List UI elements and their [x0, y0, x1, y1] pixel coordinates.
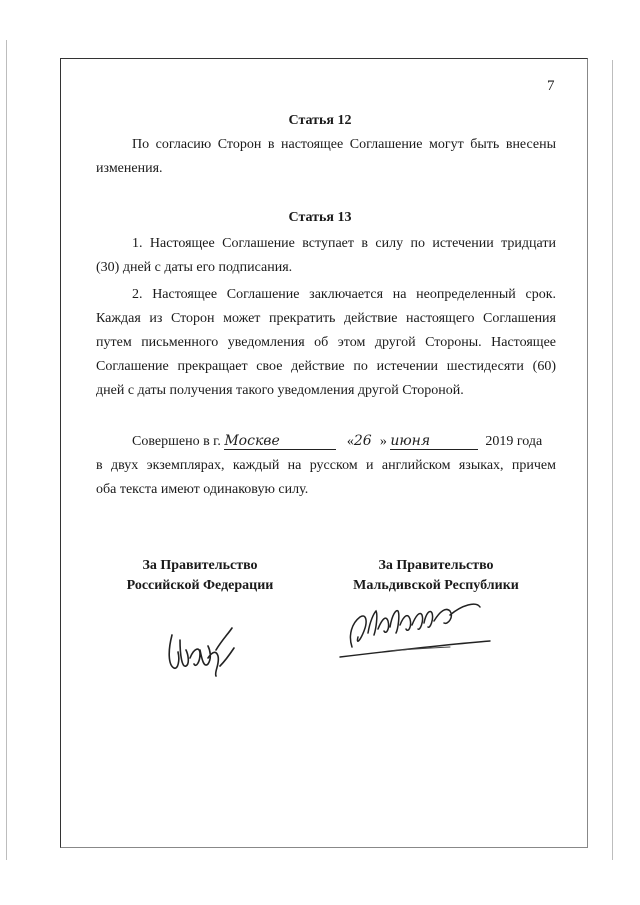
done-line-2: в двух экземплярах, каждый на русском и английском языках, причем [96, 458, 556, 473]
article-13-p2-line-1: 2. Настоящее Соглашение заключается на неопределенный срок. [132, 287, 556, 302]
article-13-title: Статья 13 [288, 210, 352, 225]
article-12-text [96, 133, 556, 181]
article-13-para-2 [96, 283, 556, 403]
article-13-p2-line-3: путем письменного уведомления об этом другой Стороны. Настоящее [96, 335, 556, 350]
close-quote: » [379, 434, 387, 449]
signatory-right-line-2: Мальдивской Республики [353, 578, 519, 593]
article-12-line-1: По согласию Сторон в настоящее Соглашение могут быть внесены [132, 137, 556, 152]
month-handwritten: июня [390, 433, 478, 450]
done-line-1 [96, 430, 556, 454]
day-handwritten: 26 [353, 433, 372, 449]
year-suffix: 2019 года [485, 434, 543, 449]
signatory-left-line-2: Российской Федерации [126, 578, 274, 593]
article-13-p2-line-2: Каждая из Сторон может прекратить действие настоящего Соглашения [96, 311, 556, 326]
signature-left [150, 610, 260, 690]
scan-edge-left [6, 40, 7, 860]
page-number: 7 [547, 78, 555, 94]
signatory-left [100, 556, 300, 596]
article-12-line-2: изменения. [96, 161, 163, 176]
article-13-para-1 [96, 232, 556, 280]
done-line-3: оба текста имеют одинаковую силу. [96, 482, 309, 497]
done-paragraph [96, 430, 556, 502]
article-12-title: Статья 12 [288, 113, 352, 128]
done-prefix: Совершено в г. [132, 434, 221, 449]
city-handwritten: Москве [224, 433, 336, 450]
article-13-p1-line-2: (30) дней с даты его подписания. [96, 260, 293, 275]
article-13-p2-line-4: Соглашение прекращает свое действие по истечении шестидесяти (60) [96, 359, 556, 374]
signatory-left-line-1: За Правительство [142, 558, 258, 573]
article-13-p2-line-5: дней с даты получения такого уведомления другой Стороной. [96, 383, 464, 398]
article-13-p1-line-1: 1. Настоящее Соглашение вступает в силу по истечении тридцати [132, 236, 556, 251]
signature-right [330, 585, 530, 665]
scan-edge-right [612, 60, 613, 860]
signatory-right-line-1: За Правительство [378, 558, 494, 573]
open-quote: « [346, 434, 354, 449]
